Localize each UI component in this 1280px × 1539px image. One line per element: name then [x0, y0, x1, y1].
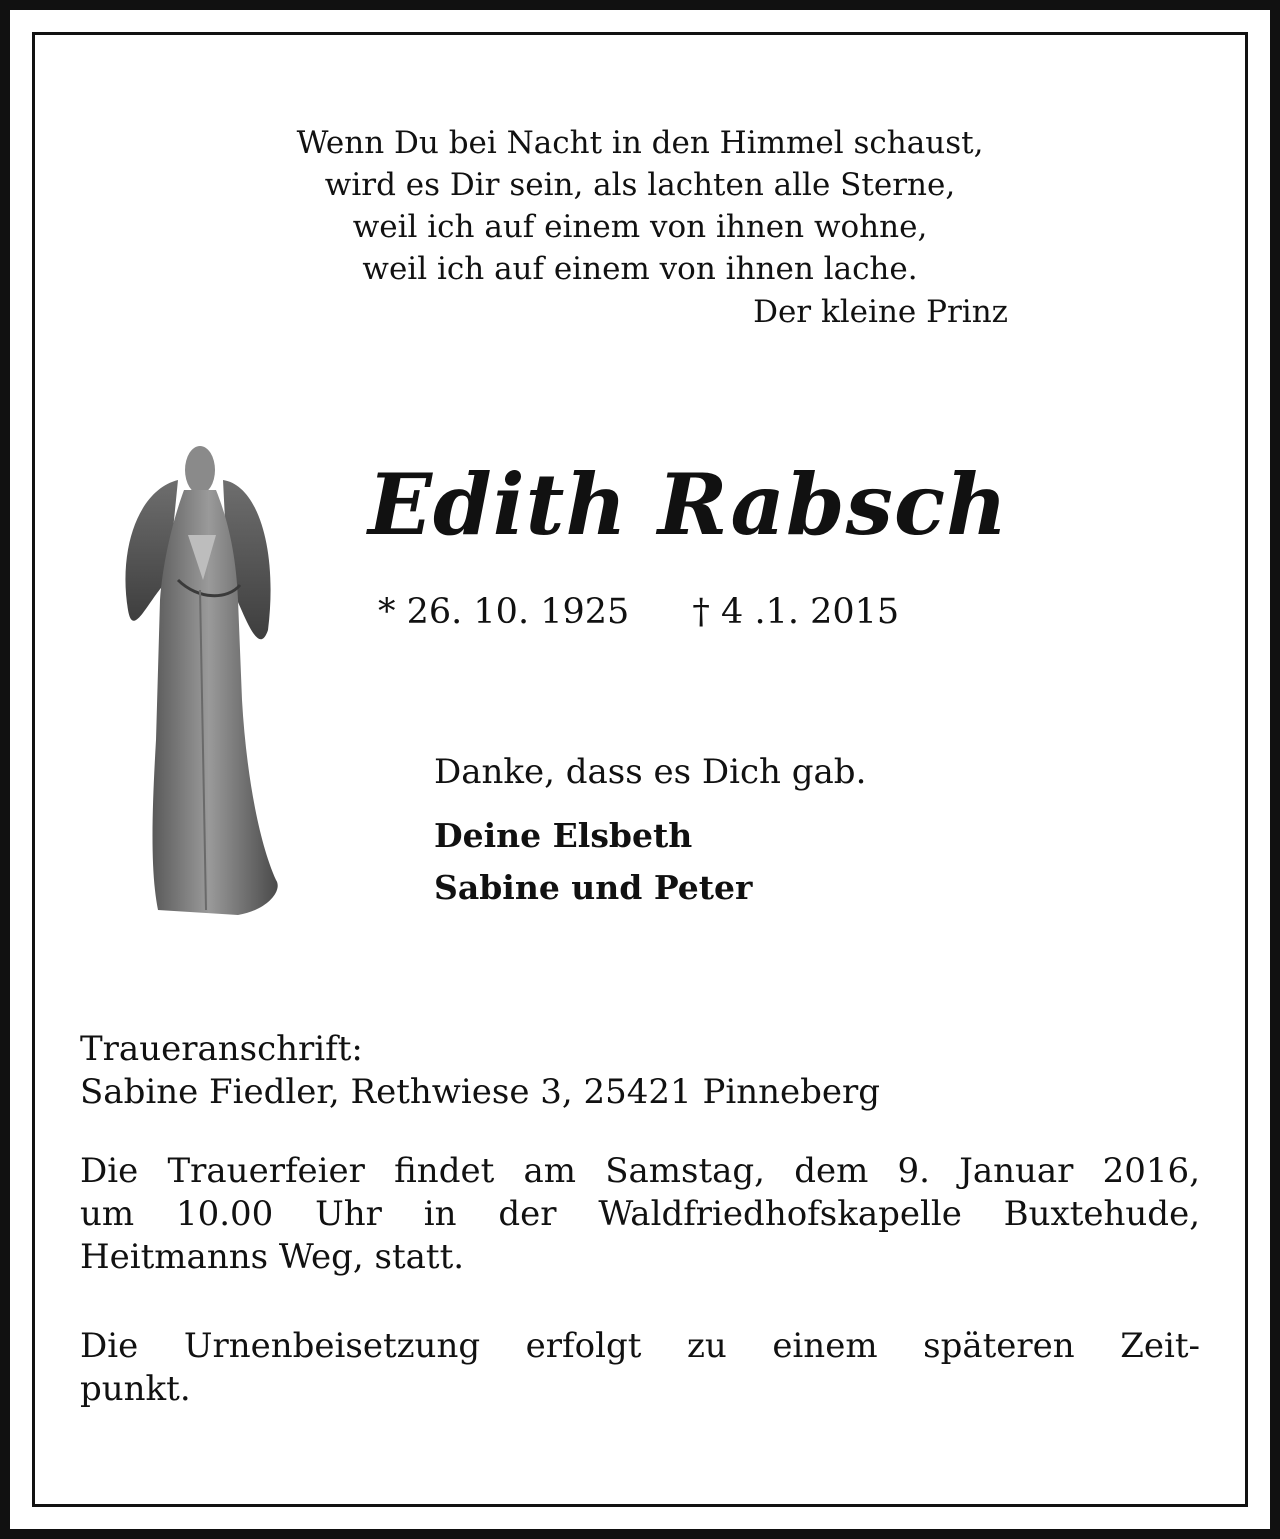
signatories — [434, 810, 752, 914]
burial-paragraph — [80, 1325, 1200, 1411]
quote-line: weil ich auf einem von ihnen wohne, — [352, 209, 928, 245]
ceremony-line: Heitmanns Weg, statt. — [80, 1237, 465, 1277]
ceremony-line: Die Trauerfeier findet am Samstag, dem 9. Januar 2016, — [80, 1151, 1200, 1191]
burial-line: punkt. — [80, 1369, 191, 1409]
life-dates — [378, 590, 899, 634]
thanks-text: Danke, dass es Dich gab. — [434, 752, 867, 792]
ceremony-line: um 10.00 Uhr in der Waldfriedhofskapelle Buxtehude, — [80, 1194, 1200, 1234]
quote-line: weil ich auf einem von ihnen lache. — [362, 251, 918, 287]
quote-line: Wenn Du bei Nacht in den Himmel schaust, — [296, 125, 984, 161]
ceremony-paragraph — [80, 1150, 1200, 1279]
address-label: Traueranschrift: — [80, 1029, 363, 1069]
address-line: Sabine Fiedler, Rethwiese 3, 25421 Pinneberg — [80, 1072, 881, 1112]
mourning-address — [80, 1028, 880, 1114]
angel-figure-icon — [118, 440, 283, 920]
death-date: † 4 .1. 2015 — [692, 592, 900, 632]
signatory: Deine Elsbeth — [434, 816, 693, 855]
signatory: Sabine und Peter — [434, 868, 753, 907]
birth-date: * 26. 10. 1925 — [378, 592, 630, 632]
quote-line: wird es Dir sein, als lachten alle Sterne, — [324, 167, 956, 203]
deceased-name: Edith Rabsch — [368, 455, 1009, 554]
quote-author: Der kleine Prinz — [753, 294, 1008, 330]
burial-line: Die Urnenbeisetzung erfolgt zu einem späteren Zeit- — [80, 1326, 1200, 1366]
quote — [200, 122, 1080, 290]
